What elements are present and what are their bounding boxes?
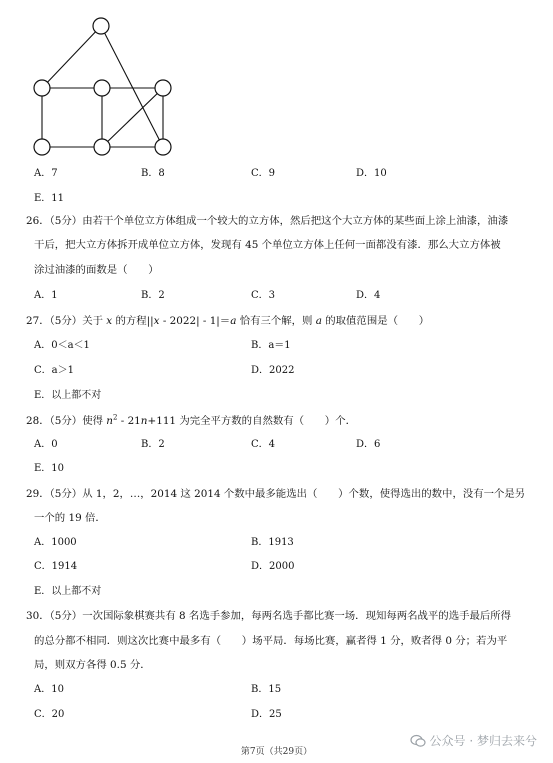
q26-option-b: B．2 <box>141 290 165 301</box>
q26-stem-line2: 干后，把大立方体拆开成单位立方体，发现有 45 个单位立方体上任何一面都没有漆．那么大立方体被 <box>34 239 501 251</box>
q25-option-e: E．11 <box>34 193 65 204</box>
watermark <box>410 732 537 749</box>
q30-stem-line3: 局，则双方各得 0.5 分． <box>34 659 151 671</box>
graph-node <box>34 80 50 96</box>
q28-exponent: 2 <box>112 413 118 422</box>
q27-option-c: C．a＞1 <box>34 365 74 376</box>
q27-stem <box>26 314 429 328</box>
q28-text: 28．（5分）使得 <box>26 415 107 427</box>
q29-option-e: E．以上都不对 <box>34 586 102 597</box>
q28-var-n: n <box>140 415 148 427</box>
q27-text: 恰有三个解，则 <box>236 315 316 327</box>
q27-var-x: x <box>106 315 113 327</box>
q27-option-b: B．a＝1 <box>251 340 291 351</box>
q26-stem-line1: 26．（5分）由若干个单位立方体组成一个较大的立方体，然后把这个大立方体的某些面上涂上油漆，油漆 <box>26 215 509 227</box>
graph-node <box>34 139 50 155</box>
watermark-text: 公众号 · 梦归去来兮 <box>429 734 537 748</box>
q29-option-c: C．1914 <box>34 561 78 572</box>
q27-var-a: a <box>315 315 322 327</box>
q30-stem-line1: 30．（5分）一次国际象棋赛共有 8 名选手参加，每两名选手都比赛一场．现知每两名战平的选手最后所得 <box>26 610 512 622</box>
q28-text: - 21 <box>117 415 141 427</box>
q27-text: 的方程|| <box>112 315 154 327</box>
q27-option-d: D．2022 <box>251 365 295 376</box>
q28-option-c: C．4 <box>251 439 276 450</box>
q30-option-d: D．25 <box>251 709 282 720</box>
graph-figure <box>24 8 184 158</box>
q29-stem-line1: 29．（5分）从 1，2，…，2014 这 2014 个数中最多能选出（ ）个数，使得选出的数中，没有一个是另 <box>26 488 526 500</box>
edge-top-leftmid <box>42 26 101 88</box>
graph-node <box>94 80 110 96</box>
q25-option-a: A．7 <box>34 168 58 179</box>
wechat-icon <box>410 734 426 748</box>
q30-stem-line2: 的总分都不相同．则这次比赛中最多有（ ）场平局．每场比赛，赢者得 1 分，败者得 0 分；若为平 <box>34 635 508 647</box>
q29-option-d: D．2000 <box>251 561 295 572</box>
q26-stem-line3: 涂过油漆的面数是（ ） <box>34 264 159 276</box>
graph-node <box>94 139 110 155</box>
q29-option-b: B．1913 <box>251 537 294 548</box>
q28-var-n: n <box>106 415 113 427</box>
q27-text: - 2022| - 1|＝ <box>159 315 231 327</box>
q29-option-a: A．1000 <box>34 537 77 548</box>
q28-stem <box>26 414 356 428</box>
page-number: 第7页（共29页） <box>240 747 313 757</box>
q26-option-a: A．1 <box>34 290 58 301</box>
q25-option-b: B．8 <box>141 168 165 179</box>
graph-diagram <box>24 8 184 158</box>
q27-var-x: x <box>153 315 160 327</box>
graph-node <box>93 18 109 34</box>
q28-option-a: A．0 <box>34 439 58 450</box>
q30-option-b: B．15 <box>251 684 282 695</box>
edge-diagonal <box>102 88 163 147</box>
q26-option-c: C．3 <box>251 290 276 301</box>
q30-option-a: A．10 <box>34 684 64 695</box>
q25-option-c: C．9 <box>251 168 276 179</box>
q28-option-b: B．2 <box>141 439 165 450</box>
q28-option-e: E．10 <box>34 463 65 474</box>
q25-option-d: D．10 <box>356 168 387 179</box>
graph-node <box>155 80 171 96</box>
q30-option-c: C．20 <box>34 709 65 720</box>
q28-option-d: D．6 <box>356 439 381 450</box>
q27-option-e: E．以上都不对 <box>34 390 102 401</box>
q27-text: 的取值范围是（ ） <box>321 315 430 327</box>
q28-text: +111 为完全平方数的自然数有（ ）个． <box>147 415 356 427</box>
q27-text: 27．（5分）关于 <box>26 315 107 327</box>
q29-stem-line2: 一个的 19 倍． <box>34 512 106 524</box>
q27-option-a: A．0＜a＜1 <box>34 340 90 351</box>
graph-node <box>155 139 171 155</box>
q27-var-a: a <box>230 315 237 327</box>
q26-option-d: D．4 <box>356 290 381 301</box>
